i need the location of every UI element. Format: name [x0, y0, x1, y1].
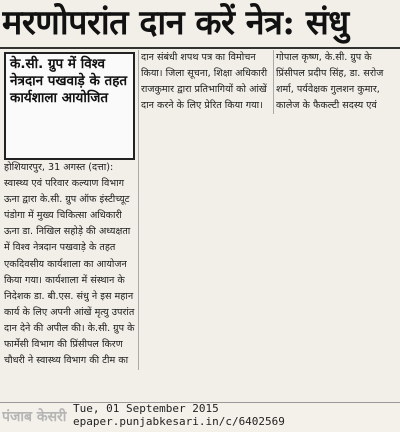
column-divider — [273, 50, 274, 114]
newspaper-logo: पंजाब केसरी — [2, 409, 67, 425]
article-column-1 — [4, 160, 138, 370]
article-column-2 — [141, 50, 273, 112]
column-1-text: होशियारपुर, 31 अगस्त (दत्ता): स्वास्थ्य एवं परिवार कल्याण विभाग ऊना द्वारा के.सी. ग्रुप ऑफ इंस्टीच्यूट पंडोगा में मुख्य चिकित्सा अधिकारी ऊना डा. निखिल सहोड़े की अध्यक्षता में विश्व नेत्रदान पखवाड़े के तहत एकदिवसीय कार्यशाला का आयोजन किया गया। कार्यशाला में संस्थान के निदेशक डा. बी.एस. संधु ने इस महान कार्य के लिए अपनी आंखें मृत्यु उपरांत दान देने की अपील की। के.सी. ग्रुप के फार्मेसी विभाग की प्रिंसीपल किरण चौधरी ने स्वास्थ्य विभाग की टीम का — [4, 162, 135, 367]
headline-divider — [0, 47, 400, 49]
column-divider — [138, 50, 139, 370]
headline: मरणोपरांत दान करें नेत्र: संधु — [2, 3, 349, 43]
article-column-3 — [276, 50, 398, 112]
column-2-text: दान संबंधी शपथ पत्र का विमोचन किया। जिला सूचना, शिक्षा अधिकारी राजकुमार द्वारा प्रतिभागियों को आंखें दान करने के लिए प्रेरित किया गया। — [141, 52, 268, 112]
publication-date: Tue, 01 September 2015 — [73, 402, 219, 415]
column-3-text: गोपाल कृष्ण, के.सी. ग्रुप के प्रिंसीपल प्रदीप सिंह, डा. सरोज शर्मा, पर्यवेक्षक गुलशन कुमार, कालेज के फैकल्टी सदस्य एवं — [276, 52, 384, 112]
subheadline-box: के.सी. ग्रुप में विश्व नेत्रदान पखवाड़े के तहत कार्यशाला आयोजित — [4, 52, 135, 160]
epaper-url-link[interactable]: epaper.punjabkesari.in/c/6402569 — [73, 415, 285, 428]
